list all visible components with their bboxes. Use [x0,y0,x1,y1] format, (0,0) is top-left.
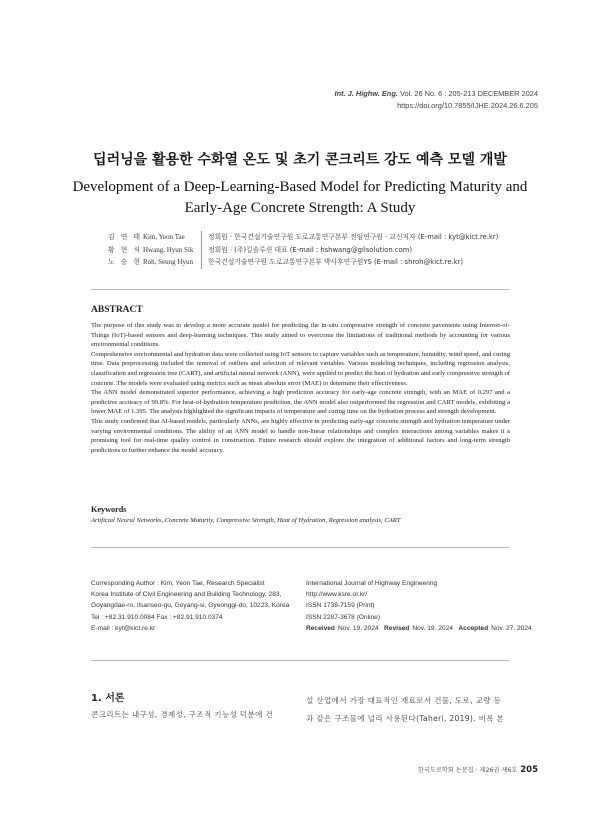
author-name-english: Hwang, Hyun Sik [143,244,202,257]
revised-date: Nov. 19. 2024 [412,624,453,632]
abstract-paragraph: Comprehensive environmental and hydration data were collected using IoT sensors to capture variables such as temperature, humidity, wind speed, and curing time. Data preprocessing included the removal of outliers and selection of relevant variables. Various modeling techniques, including regression analysis, classification and regression tree (CART), and artificial neural network (ANN), were applied to predict the heat of hydration and early compressive strength of concrete. The models were evaluated using metrics such as mean absolute error (MAE) to determine their effectiveness. [91,350,510,387]
body-text-left: 콘크리트는 내구성, 경제성, 구조적 기능성 덕분에 건 [91,710,274,719]
issn-online: ISSN 2287-3678 (Online) [306,613,381,621]
journal-info-block [306,578,532,634]
author-list [108,231,498,269]
journal-name: International Journal of Highway Engineering [306,580,438,587]
title-english-line2: Early-Age Concrete Strength: A Study [184,200,416,216]
received-date: Nov. 19. 2024 [337,624,379,632]
doi-link[interactable]: https://doi.org/10.7855/IJHE.2024.26.6.205 [397,101,538,110]
divider [91,289,510,290]
body-line: 설 산업에서 가장 대표적인 재료로서 건물, 도로, 교량 등 [306,696,502,705]
author-affiliation: 정회원 · (주)길솔루션 대표 (E-mail : hshwang@gilsolution.com) [208,245,412,254]
keywords-heading: Keywords [91,505,127,514]
divider [91,547,510,548]
corresponding-line: Corresponding Author : Kim, Yeon Tae, Research Specialist [91,580,265,587]
body-line: 과 같은 구조물에 널리 사용된다(Taheri, 2019). 비록 본 [306,713,505,723]
corresponding-line: Goyangdae-ro, Ilsanseo-gu, Goyang-si, Gyeonggi-do, 10223, Korea [91,602,290,610]
author-row [108,256,498,269]
corresponding-email: E-mail : kyt@kict.re.kr [91,624,156,632]
page-footer [418,765,538,775]
author-row [108,231,498,244]
dates-line [306,623,532,634]
page-number: 205 [520,765,538,775]
corresponding-line: Tel : +82.31.910.0084 Fax : +82.91.910.0374 [91,613,223,621]
abstract-body [91,321,510,455]
footer-journal: 한국도로학회 논문집 · 제26권 제6호 [417,767,518,774]
author-affiliation: 정회원 · 한국건설기술연구원 도로교통연구본부 전임연구원 · 교신저자 (E-mail : kyt@kict.re.kr) [208,233,499,241]
volume-info: Vol. 26 No. 6 : 205-213 DECEMBER 2024 [399,89,538,98]
author-name-english: Roh, Seung Hyun [143,256,202,269]
abstract-heading: ABSTRACT [91,305,143,315]
journal-header [335,88,538,112]
title-english [60,177,540,219]
received-label: Received [306,624,335,632]
author-name-korean: 김 연 태 [108,233,143,241]
author-affiliation: 한국건설기술연구원 도로교통연구본부 박사후연구원YS (E-mail : shroh@kict.re.kr) [208,258,464,266]
corresponding-line: Korea Institute of Civil Engineering and Building Technology, 283, [91,591,282,599]
title-english-line1: Development of a Deep-Learning-Based Model for Predicting Maturity and [72,179,528,195]
author-name-korean: 노 승 현 [108,258,143,266]
keywords-list: Artificial Neural Networks, Concrete Maturity, Compressive Strength, Heat of Hydration, Regression analysis, CART [91,517,401,524]
issn-print: ISSN 1738-7159 (Print) [306,602,375,610]
journal-abbrev: Int. J. Highw. Eng. [334,89,398,98]
abstract-paragraph: The purpose of this study was to develop a more accurate model for predicting the in-situ compressive strength of concrete pavements using Internet-of-Things (IoT)-based sensors and deep-learning techniques. This study aimed to overcome the limitations of traditional methods by accounting for various environmental conditions. [91,322,510,349]
corresponding-author-block [91,578,289,634]
body-text-right [306,692,504,727]
author-row [108,244,498,257]
abstract-paragraph: This study confirmed that AI-based models, particularly ANNs, are highly effective in predicting early-age concrete strength and hydration temperature under varying environmental conditions. The ability of an ANN model to handle non-linear relationships and complex interactions among variables makes it a promising tool for real-time quality control in construction. Future research should explore the integration of additional factors and long-term strength predictions to further enhance the model accuracy. [91,417,510,454]
divider [91,660,510,661]
journal-url[interactable]: http://www.ksre.or.kr/ [306,591,368,599]
author-name-korean: 황 현 식 [108,245,143,254]
accepted-date: Nov. 27. 2024 [491,624,532,632]
revised-label: Revised [384,624,410,632]
abstract-paragraph: The ANN model demonstrated superior performance, achieving a high prediction accuracy for early-age concrete strength, with an MAE of 0.297 and a predictive accuracy of 99.8%. For heat-of-hydration temperature prediction, the ANN model also outperformed the regression and CART models, exhibiting a lower MAE of 1.395. The analysis highlighted the significant impacts of temperature and curing time on the hydration process and strength development. [91,389,510,416]
title-korean: 딥러닝을 활용한 수화열 온도 및 초기 콘크리트 강도 예측 모델 개발 [93,152,507,168]
section-heading: 1. 서론 [91,693,125,704]
author-name-english: Kim, Yeon Tae [143,231,202,244]
accepted-label: Accepted [458,624,489,632]
